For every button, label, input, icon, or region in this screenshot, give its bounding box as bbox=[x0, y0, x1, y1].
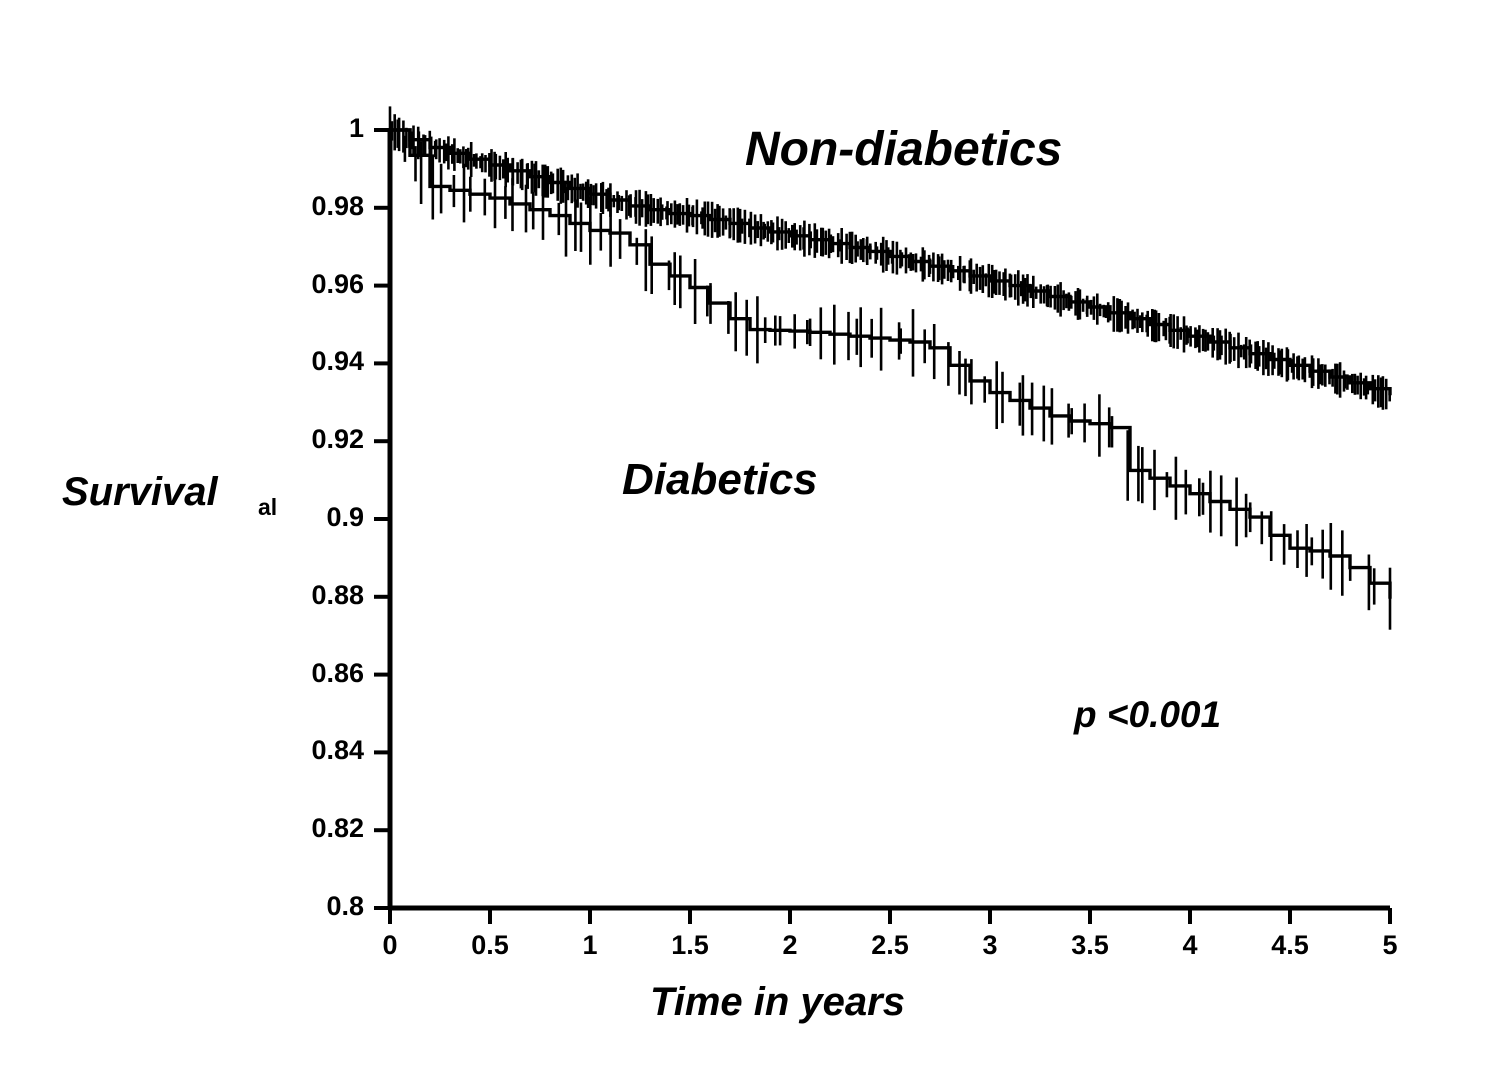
x-tick-label: 3.5 bbox=[1071, 930, 1109, 960]
x-axis-title: Time in years bbox=[650, 980, 905, 1024]
curve-diabetics bbox=[390, 130, 1390, 599]
y-tick-label: 1 bbox=[348, 113, 364, 143]
x-tick-label: 3 bbox=[982, 930, 998, 960]
y-tick-label: 0.98 bbox=[311, 190, 364, 221]
p-value-annotation: p <0.001 bbox=[1074, 694, 1222, 735]
y-axis-title-suffix: al bbox=[258, 494, 278, 520]
plot-axes bbox=[390, 130, 1390, 908]
series-label-diabetics: Diabetics bbox=[622, 455, 818, 504]
x-tick-label: 4 bbox=[1182, 930, 1198, 960]
x-tick-label: 0 bbox=[382, 930, 398, 960]
x-tick-label: 0.5 bbox=[471, 930, 509, 960]
y-tick-label: 0.84 bbox=[311, 735, 364, 766]
x-tick-label: 5 bbox=[1382, 930, 1398, 960]
y-tick-label: 0.86 bbox=[311, 657, 364, 688]
series-curves bbox=[390, 106, 1390, 629]
x-tick-label: 4.5 bbox=[1271, 930, 1309, 960]
x-tick-label: 1 bbox=[582, 930, 598, 960]
y-tick-label: 0.9 bbox=[326, 502, 364, 532]
series-label-non-diabetics: Non-diabetics bbox=[745, 123, 1063, 176]
y-tick-label: 0.96 bbox=[311, 268, 364, 299]
y-tick-label: 0.94 bbox=[311, 346, 364, 377]
y-axis-title: Survival bbox=[62, 470, 218, 514]
y-tick-label: 0.88 bbox=[311, 579, 364, 610]
x-tick-label: 1.5 bbox=[671, 930, 709, 960]
x-tick-label: 2 bbox=[782, 930, 798, 960]
x-tick-label: 2.5 bbox=[871, 930, 909, 960]
y-tick-label: 0.8 bbox=[326, 891, 364, 921]
y-tick-label: 0.92 bbox=[311, 424, 364, 455]
y-tick-label: 0.82 bbox=[311, 813, 364, 844]
